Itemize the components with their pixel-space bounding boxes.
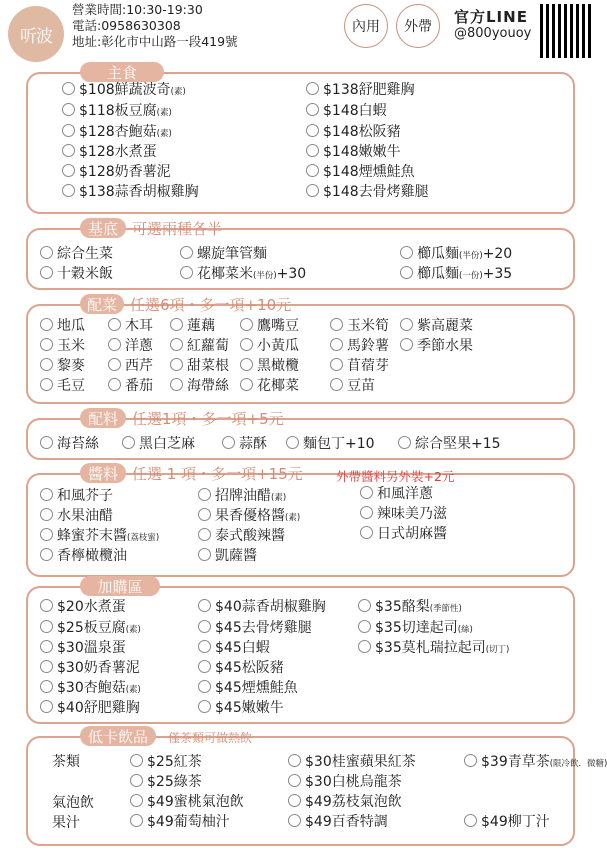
address: 地址:彰化市中山路一段419號 xyxy=(72,34,238,49)
sauce-option[interactable] xyxy=(360,525,447,543)
option-tag: (素) xyxy=(285,513,301,523)
option-extra-price: +20 xyxy=(482,246,513,262)
option-label: $49荔枝氣泡飲 xyxy=(305,794,402,810)
veg-option[interactable] xyxy=(170,337,229,355)
addon-option[interactable] xyxy=(40,619,141,639)
option-label: 紫高麗菜 xyxy=(417,318,473,334)
option-tag: (素) xyxy=(125,625,141,635)
main-option[interactable] xyxy=(306,163,415,181)
option-label: 鷹嘴豆 xyxy=(257,318,299,334)
base-option[interactable] xyxy=(400,245,512,265)
veg-option[interactable] xyxy=(170,317,215,335)
sauce-option[interactable] xyxy=(40,507,113,525)
brand-logo: 听波 xyxy=(8,6,64,62)
addon-option[interactable] xyxy=(198,598,326,616)
option-tag: (絲) xyxy=(457,625,473,635)
main-option[interactable] xyxy=(306,81,415,99)
option-label: 花椰菜米 xyxy=(197,266,253,282)
option-label: $30白桃烏龍茶 xyxy=(305,774,402,790)
option-label: $118板豆腐 xyxy=(79,103,157,119)
option-label: $25紅茶 xyxy=(147,754,202,770)
option-tag: (切丁) xyxy=(485,645,510,655)
addon-option[interactable] xyxy=(40,639,126,657)
option-label: $128奶香薯泥 xyxy=(79,164,171,180)
option-label: 紅蘿蔔 xyxy=(187,338,229,354)
option-label: 水果油醋 xyxy=(57,508,113,524)
option-label: $45白蝦 xyxy=(215,640,270,656)
option-label: $25綠茶 xyxy=(147,774,202,790)
section-title-sauce: 醬料 xyxy=(80,463,126,483)
veg-option[interactable] xyxy=(170,377,229,395)
veg-option[interactable] xyxy=(40,357,85,375)
option-label: 蒜酥 xyxy=(239,436,267,452)
option-label: $45松阪豬 xyxy=(215,660,284,676)
option-label: $25板豆腐 xyxy=(57,620,126,636)
option-label: 黑白芝麻 xyxy=(139,436,195,452)
hours: 營業時間:10:30-19:30 xyxy=(72,2,203,17)
option-label: 玉米筍 xyxy=(347,318,389,334)
addon-option[interactable] xyxy=(358,619,473,639)
main-option[interactable] xyxy=(306,183,429,201)
sauce-option[interactable] xyxy=(360,505,447,523)
option-label: $148松阪豬 xyxy=(323,124,401,140)
veg-option[interactable] xyxy=(330,357,389,375)
option-tag: (季節性) xyxy=(429,604,462,614)
option-label: 櫛瓜麵 xyxy=(417,266,459,282)
main-option[interactable] xyxy=(62,143,157,161)
sauce-option[interactable] xyxy=(198,547,257,565)
veg-option[interactable] xyxy=(330,317,389,335)
option-extra-price: +15 xyxy=(471,436,501,452)
main-option[interactable] xyxy=(62,102,172,122)
option-label: 甜菜根 xyxy=(187,358,229,374)
drinks-note: 僅茶類可做熱飲 xyxy=(168,731,253,745)
option-label: 木耳 xyxy=(125,318,153,334)
option-label: $40舒肥雞胸 xyxy=(57,700,140,716)
sauce-option[interactable] xyxy=(198,507,300,527)
veg-option[interactable] xyxy=(330,377,375,395)
option-label: 蓮藕 xyxy=(187,318,215,334)
option-label: $35切達起司 xyxy=(375,620,458,636)
sauce-option[interactable] xyxy=(198,527,285,545)
takeout-option[interactable]: 外帶 xyxy=(396,4,440,48)
dine-in-option[interactable]: 內用 xyxy=(344,4,388,48)
section-title-base: 基底 xyxy=(80,218,126,238)
sauce-option[interactable] xyxy=(40,487,113,505)
option-tag: (素) xyxy=(271,493,287,503)
option-tag: (限冷飲．微糖) xyxy=(549,759,607,769)
option-label: $30奶香薯泥 xyxy=(57,660,140,676)
main-option[interactable] xyxy=(62,81,186,101)
sauce-option[interactable] xyxy=(360,485,433,503)
addon-option[interactable] xyxy=(40,598,126,616)
topping-note: 任選1項・多一項+5元 xyxy=(132,410,284,428)
veg-option[interactable] xyxy=(240,377,299,395)
option-tag: (半份) xyxy=(253,271,277,281)
option-label: 香檸橄欖油 xyxy=(57,548,127,564)
option-tag: (素) xyxy=(125,685,141,695)
section-title-topping: 配料 xyxy=(80,408,126,428)
qr-code-icon xyxy=(540,4,594,58)
option-label: $148白蝦 xyxy=(323,103,387,119)
option-label: 黑橄欖 xyxy=(257,358,299,374)
option-label: $35酪梨 xyxy=(375,599,430,615)
topping-option[interactable] xyxy=(398,435,501,453)
option-label: $45煙燻鮭魚 xyxy=(215,680,298,696)
topping-option[interactable] xyxy=(122,435,195,453)
sauce-note: 任選 1 項・多一項+15元 xyxy=(132,465,303,483)
addon-option[interactable] xyxy=(358,639,509,659)
option-label: 綜合生菜 xyxy=(57,246,113,262)
option-label: 苜蓿芽 xyxy=(347,358,389,374)
veg-option[interactable] xyxy=(240,357,299,375)
veg-note: 任選6項・多一項+10元 xyxy=(130,296,292,314)
option-label: $40蒜香胡椒雞胸 xyxy=(215,599,326,615)
drinks-option[interactable] xyxy=(130,753,202,771)
option-label: $108鮮蔬波奇 xyxy=(79,82,171,98)
option-label: 麵包丁 xyxy=(303,436,345,452)
addon-option[interactable] xyxy=(198,619,312,637)
main-option[interactable] xyxy=(306,123,401,141)
addon-option[interactable] xyxy=(40,659,140,677)
option-label: $49百香特調 xyxy=(305,814,388,830)
option-label: 十穀米飯 xyxy=(57,266,113,282)
drinks-option[interactable] xyxy=(464,813,550,831)
veg-option[interactable] xyxy=(330,337,389,355)
base-note: 可選兩種各半 xyxy=(132,220,223,238)
option-extra-price: +30 xyxy=(276,266,307,282)
option-label: 果香優格醬 xyxy=(215,508,285,524)
option-label: 地瓜 xyxy=(57,318,85,334)
base-option[interactable] xyxy=(40,245,113,263)
option-label: 黎麥 xyxy=(57,358,85,374)
option-tag: (素) xyxy=(156,129,172,139)
veg-option[interactable] xyxy=(108,337,153,355)
veg-option[interactable] xyxy=(400,337,473,355)
veg-option[interactable] xyxy=(240,317,299,335)
addon-option[interactable] xyxy=(198,639,270,657)
topping-option[interactable] xyxy=(222,435,267,453)
option-label: 西芹 xyxy=(125,358,153,374)
base-option[interactable] xyxy=(180,265,306,285)
option-label: 花椰菜 xyxy=(257,378,299,394)
option-label: $49柳丁汁 xyxy=(481,814,550,830)
option-label: $30桂蜜蘋果紅茶 xyxy=(305,754,416,770)
option-label: 泰式酸辣醬 xyxy=(215,528,285,544)
option-tag: (半份) xyxy=(459,251,483,261)
option-label: 蜂蜜芥末醬 xyxy=(57,528,127,544)
option-label: $148嫩嫩牛 xyxy=(323,144,401,160)
veg-option[interactable] xyxy=(108,317,153,335)
veg-option[interactable] xyxy=(40,317,85,335)
addon-option[interactable] xyxy=(198,659,284,677)
topping-option[interactable] xyxy=(40,435,99,453)
drinks-option[interactable] xyxy=(130,773,202,791)
option-label: $128水煮蛋 xyxy=(79,144,157,160)
option-label: 玉米 xyxy=(57,338,85,354)
option-label: 招牌油醋 xyxy=(215,488,271,504)
option-label: $39青草茶 xyxy=(481,754,550,770)
option-label: $148煙燻鮭魚 xyxy=(323,164,415,180)
addon-option[interactable] xyxy=(198,699,284,717)
option-label: 和風洋蔥 xyxy=(377,486,433,502)
drinks-option[interactable] xyxy=(130,793,244,811)
base-option[interactable] xyxy=(180,245,267,263)
option-label: 海苔絲 xyxy=(57,436,99,452)
option-label: 凱薩醬 xyxy=(215,548,257,564)
main-option[interactable] xyxy=(306,143,401,161)
base-option[interactable] xyxy=(400,265,512,285)
option-tag: (荔枝蜜) xyxy=(127,533,160,543)
line-id: @800youoy xyxy=(454,26,532,41)
drinks-option[interactable] xyxy=(464,753,607,773)
main-option[interactable] xyxy=(306,102,387,120)
option-label: 和風芥子 xyxy=(57,488,113,504)
takeout-sauce-note: 外帶醬料另外裝+2元 xyxy=(336,469,455,484)
option-label: 櫛瓜麵 xyxy=(417,246,459,262)
option-extra-price: +35 xyxy=(482,266,513,282)
veg-option[interactable] xyxy=(108,377,153,395)
option-label: 綜合堅果 xyxy=(415,436,471,452)
option-label: $35莫札瑞拉起司 xyxy=(375,640,486,656)
option-label: 馬鈴薯 xyxy=(347,338,389,354)
drink-category-tea: 茶類 xyxy=(52,754,80,770)
drink-category-juice: 果汁 xyxy=(52,815,80,831)
addon-option[interactable] xyxy=(198,679,298,697)
option-label: $30杏鮑菇 xyxy=(57,680,126,696)
option-label: $45去骨烤雞腿 xyxy=(215,620,312,636)
veg-option[interactable] xyxy=(40,377,85,395)
option-extra-price: +10 xyxy=(345,436,375,452)
drink-category-soda: 氣泡飲 xyxy=(52,795,94,811)
sauce-option[interactable] xyxy=(40,547,127,565)
topping-option[interactable] xyxy=(286,435,375,453)
sauce-option[interactable] xyxy=(40,527,159,547)
drinks-option[interactable] xyxy=(288,813,388,831)
veg-option[interactable] xyxy=(170,357,229,375)
option-label: $138蒜香胡椒雞胸 xyxy=(79,184,199,200)
option-label: 番茄 xyxy=(125,378,153,394)
option-tag: (素) xyxy=(156,108,172,118)
veg-option[interactable] xyxy=(240,337,299,355)
section-title-addon: 加購區 xyxy=(80,576,160,596)
section-title-main: 主食 xyxy=(80,62,164,82)
main-option[interactable] xyxy=(62,123,172,143)
option-label: 辣味美乃滋 xyxy=(377,506,447,522)
option-label: $49蜜桃氣泡飲 xyxy=(147,794,244,810)
addon-option[interactable] xyxy=(358,598,462,618)
option-label: 小黃瓜 xyxy=(257,338,299,354)
phone: 電話:0958630308 xyxy=(72,18,181,33)
option-label: $128杏鮑菇 xyxy=(79,124,157,140)
section-title-veg: 配菜 xyxy=(80,294,124,314)
shop-info xyxy=(72,2,238,50)
veg-option[interactable] xyxy=(400,317,473,335)
base-option[interactable] xyxy=(40,265,113,283)
option-label: 海帶絲 xyxy=(187,378,229,394)
option-label: 日式胡麻醬 xyxy=(377,526,447,542)
option-label: $20水煮蛋 xyxy=(57,599,126,615)
option-label: $138舒肥雞胸 xyxy=(323,82,415,98)
option-label: 豆苗 xyxy=(347,378,375,394)
official-line-label: 官方LINE xyxy=(454,8,528,26)
veg-option[interactable] xyxy=(40,337,85,355)
drinks-option[interactable] xyxy=(288,773,402,791)
veg-option[interactable] xyxy=(108,357,153,375)
drinks-option[interactable] xyxy=(288,753,416,771)
sauce-option[interactable] xyxy=(198,487,286,507)
option-tag: (素) xyxy=(170,87,186,97)
addon-option[interactable] xyxy=(40,699,140,717)
option-label: $30溫泉蛋 xyxy=(57,640,126,656)
option-label: 螺旋筆管麵 xyxy=(197,246,267,262)
drinks-option[interactable] xyxy=(288,793,402,811)
option-label: $49葡萄柚汁 xyxy=(147,814,230,830)
option-tag: (一份) xyxy=(459,271,483,281)
section-title-drinks: 低卡飲品 xyxy=(80,726,156,746)
main-option[interactable] xyxy=(62,163,171,181)
main-option[interactable] xyxy=(62,183,199,201)
drinks-option[interactable] xyxy=(130,813,230,831)
option-label: 季節水果 xyxy=(417,338,473,354)
option-label: 毛豆 xyxy=(57,378,85,394)
option-label: $45嫩嫩牛 xyxy=(215,700,284,716)
option-label: 洋蔥 xyxy=(125,338,153,354)
option-label: $148去骨烤雞腿 xyxy=(323,184,429,200)
addon-option[interactable] xyxy=(40,679,141,699)
